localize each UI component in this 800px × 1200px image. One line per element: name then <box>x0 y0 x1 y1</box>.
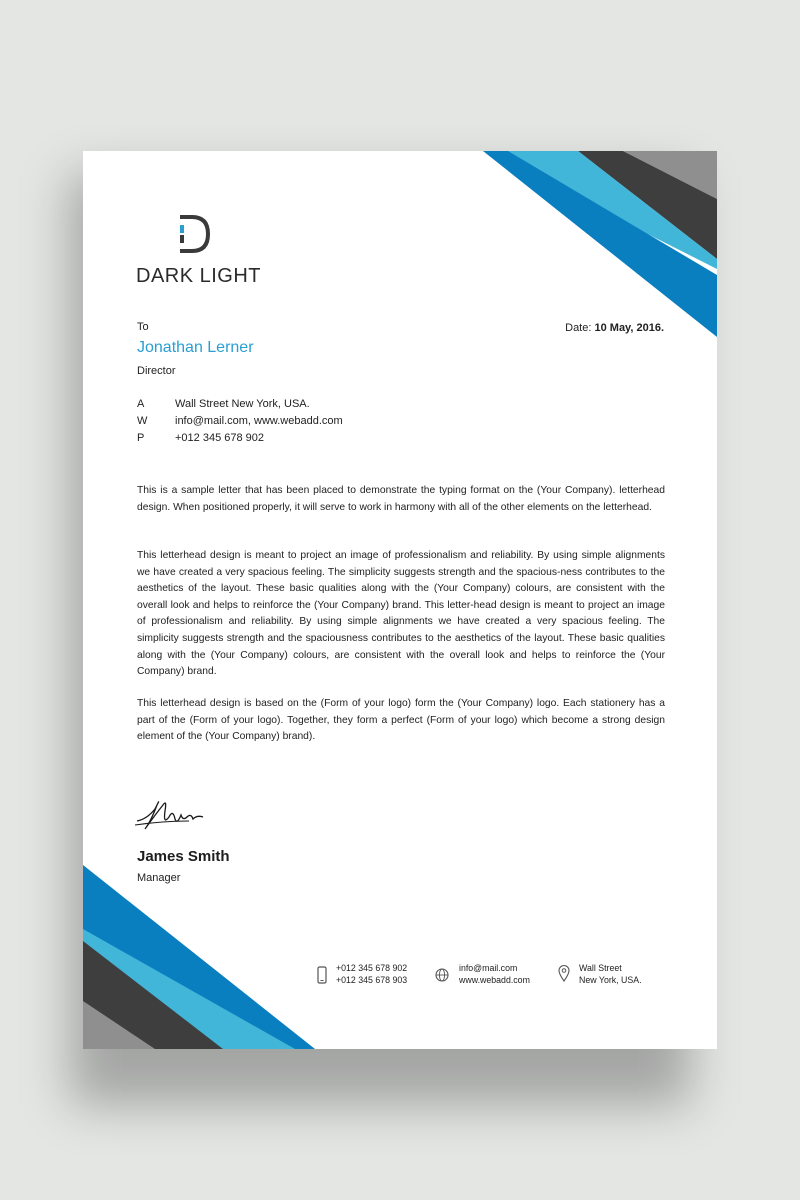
footer-web <box>459 962 530 986</box>
brand-name: DARK LIGHT <box>136 265 262 287</box>
contact-value: info@mail.com, www.webadd.com <box>175 415 343 427</box>
contact-key: A <box>137 398 145 410</box>
phone-icon <box>315 966 329 984</box>
contact-key: P <box>137 432 145 444</box>
footer-address <box>579 962 642 986</box>
footer-address-line: New York, USA. <box>579 975 642 985</box>
footer-email: info@mail.com <box>459 963 518 973</box>
body-paragraph: This is a sample letter that has been placed to demonstrate the typing format on the (Your Company). letterhead design. When positioned properly, it will serve to work in harmony with all of the other elements on the letterhead. <box>137 485 665 513</box>
footer-phone-line: +012 345 678 902 <box>336 963 408 973</box>
date-line <box>565 322 664 334</box>
dark-light-logo-icon <box>178 213 212 255</box>
body-paragraph: This letterhead design is based on the (Form of your logo) form the (Your Company) logo. Each stationery has a part of the (Form of your logo). Together, they form a perfect (Form of your logo) which become a strong design element of the (Your Company) brand). <box>137 698 665 743</box>
contact-web-row <box>137 415 343 427</box>
footer-website: www.webadd.com <box>459 975 530 985</box>
footer-phone <box>336 962 407 986</box>
contact-key: W <box>137 415 148 427</box>
globe-icon <box>435 966 449 984</box>
handwritten-signature <box>133 791 209 837</box>
contact-value: +012 345 678 902 <box>175 432 265 444</box>
bottom-left-decoration <box>83 865 315 1049</box>
date-value: 10 May, 2016. <box>594 322 664 334</box>
to-label: To <box>137 321 149 333</box>
contact-value: Wall Street New York, USA. <box>175 398 310 410</box>
recipient-title: Director <box>137 365 176 377</box>
recipient-name: Jonathan Lerner <box>137 339 254 356</box>
date-label: Date: <box>565 322 592 334</box>
signer-title: Manager <box>137 872 181 884</box>
location-pin-icon <box>557 964 571 982</box>
footer-address-line: Wall Street <box>579 963 622 973</box>
contact-phone-row <box>137 432 264 444</box>
letterhead-page <box>83 151 717 1049</box>
contact-address-row <box>137 398 310 410</box>
footer-phone-line: +012 345 678 903 <box>336 975 408 985</box>
top-right-decoration <box>483 151 717 337</box>
body-paragraph: This letterhead design is meant to project an image of professionalism and reliability. By using simple alignments we have created a very spacious feeling. The simplicity suggests strength and the spacious-ness contributes to the aesthetics of the layout. These basic qualities along with the (Your Company) colours, are consistent with the overall look and helps to reinforce the (Your Company) brand. This letter-head design is meant to project an image of professionalism and reliability. By using simple alignments we have created a very spacious feeling. The simplicity suggests strength and the spaciousness contributes to the aesthetics of the layout. These basic qualities along with the (Your Company) colours, are consistent with the overall look and helps to reinforce the (Your Company) brand. <box>137 550 665 678</box>
signer-name: James Smith <box>137 848 230 865</box>
